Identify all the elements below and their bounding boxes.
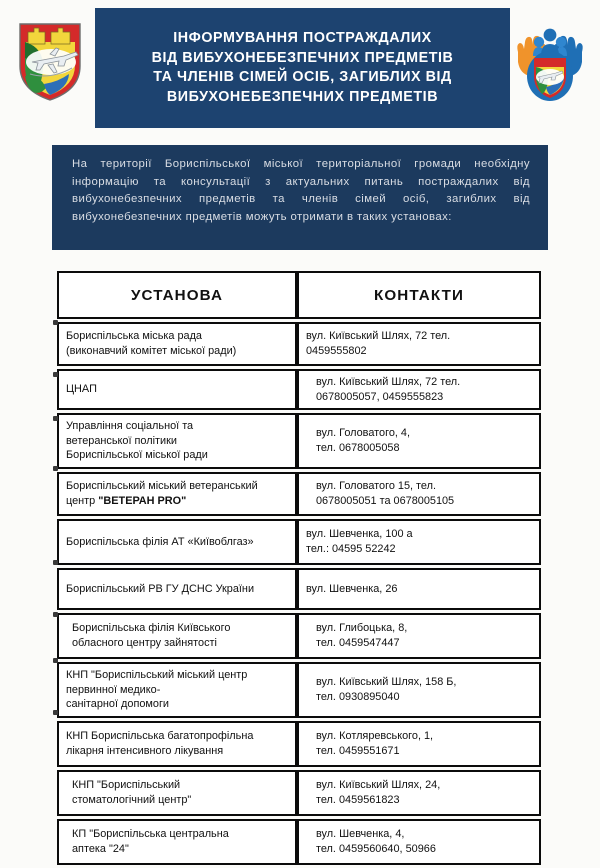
cell-institution <box>57 770 297 816</box>
contact-line: вул. Київський Шлях, 72 тел. <box>306 330 451 343</box>
contact-line: тел. 0459551671 <box>316 744 400 757</box>
table-row <box>57 568 541 610</box>
contact-line: 0459555802 <box>306 345 367 357</box>
table-header-row <box>57 271 541 319</box>
cell-contacts <box>297 819 541 865</box>
contact-line: 0678005051 та 0678005105 <box>316 494 455 507</box>
table-row <box>57 770 541 816</box>
table-row <box>57 721 541 767</box>
scan-artifact <box>53 658 58 663</box>
institution-line: ЦНАП <box>66 383 97 396</box>
institution-line: Бориспільська філія Київського <box>72 622 231 635</box>
institution-line: Бориспільська міська рада <box>66 330 202 343</box>
table-row <box>57 662 541 718</box>
cell-institution <box>57 613 297 659</box>
institution-line: Управління соціальної та <box>66 420 194 433</box>
intro-paragraph: На території Бориспільської міської територіальної громади необхідну інформацію та консультації з актуальних питань постраждалих від вибухонебезпечних предметів та членів сімей осіб, загиблих від вибухонебезпечних предметів можуть отримати в таких установах: <box>72 158 530 223</box>
cell-contacts <box>297 322 541 366</box>
cell-institution <box>57 413 297 469</box>
institution-line: КНП "Бориспільський <box>72 779 181 792</box>
contact-line: вул. Шевченка, 4, <box>316 828 405 841</box>
document-header <box>0 0 600 136</box>
contact-line: тел. 0459561823 <box>316 793 400 806</box>
intro-panel <box>52 145 548 250</box>
institution-line: лікарня інтенсивного лікування <box>66 744 224 757</box>
social-services-emblem-icon <box>512 22 588 104</box>
contacts-table <box>57 268 541 868</box>
contact-line: вул. Головатого, 4, <box>316 427 411 440</box>
institution-line: (виконавчий комітет міської ради) <box>66 345 237 357</box>
contact-line: вул. Київський Шлях, 72 тел. <box>316 376 461 388</box>
header-title-line-3: ТА ЧЛЕНІВ СІМЕЙ ОСІБ, ЗАГИБЛИХ ВІД <box>153 69 452 85</box>
contact-line: тел. 0678005058 <box>316 442 400 455</box>
contacts-table-body <box>57 322 541 865</box>
table-row <box>57 322 541 366</box>
cell-contacts <box>297 613 541 659</box>
table-row <box>57 369 541 410</box>
institution-line: аптека "24" <box>72 842 129 855</box>
institution-line: центр "ВЕТЕРАН PRO" <box>66 494 187 507</box>
cell-contacts <box>297 369 541 410</box>
contact-line: тел. 0459547447 <box>316 636 400 649</box>
table-row <box>57 613 541 659</box>
scan-artifact <box>53 560 58 565</box>
contact-line: вул. Шевченка, 26 <box>306 582 398 595</box>
contact-line: тел.: 04595 52242 <box>306 542 396 555</box>
institution-line: КНП Бориспільська багатопрофільна <box>66 730 254 743</box>
scan-artifact <box>53 710 58 715</box>
institution-line: ветеранської політики <box>66 434 177 447</box>
table-row <box>57 519 541 565</box>
scan-artifact <box>53 372 58 377</box>
boryspil-coat-of-arms-icon <box>14 18 86 104</box>
header-title-line-1: ІНФОРМУВАННЯ ПОСТРАЖДАЛИХ <box>173 30 432 46</box>
contact-line: вул. Глибоцька, 8, <box>316 622 408 635</box>
cell-contacts <box>297 662 541 718</box>
contacts-table-wrapper <box>57 268 541 868</box>
cell-contacts <box>297 413 541 469</box>
cell-institution <box>57 519 297 565</box>
cell-institution <box>57 568 297 610</box>
table-row <box>57 472 541 516</box>
institution-line: первинної медико- <box>66 683 161 696</box>
header-title-line-4: ВИБУХОНЕБЕЗПЕЧНИХ ПРЕДМЕТІВ <box>166 88 439 105</box>
cell-institution <box>57 721 297 767</box>
institution-line: Бориспільська філія АТ «Київоблгаз» <box>66 535 254 548</box>
institution-line: стоматологічний центр" <box>72 793 192 806</box>
column-header-contacts: КОНТАКТИ <box>297 271 541 319</box>
cell-institution <box>57 819 297 865</box>
header-title-banner <box>95 8 510 128</box>
contact-line: 0678005057, 0459555823 <box>316 390 444 403</box>
cell-institution <box>57 322 297 366</box>
institution-line: Бориспільський РВ ГУ ДСНС України <box>66 582 255 595</box>
contact-line: вул. Котляревського, 1, <box>316 730 434 743</box>
cell-institution <box>57 662 297 718</box>
scan-artifact <box>53 320 58 325</box>
cell-contacts <box>297 568 541 610</box>
cell-contacts <box>297 472 541 516</box>
cell-contacts <box>297 770 541 816</box>
institution-line: обласного центру зайнятості <box>72 636 217 649</box>
column-header-institution: УСТАНОВА <box>57 271 297 319</box>
institution-line: КП "Бориспільська центральна <box>72 828 229 841</box>
institution-line: Бориспільський міський ветеранський <box>66 480 258 493</box>
contact-line: тел. 0930895040 <box>316 690 400 703</box>
contact-line: вул. Шевченка, 100 а <box>306 528 413 541</box>
institution-emphasis: "ВЕТЕРАН PRO" <box>98 494 187 507</box>
scan-artifact <box>53 612 58 617</box>
contact-line: тел. 0459560640, 50966 <box>316 842 436 855</box>
scan-artifact <box>53 466 58 471</box>
cell-contacts <box>297 721 541 767</box>
cell-contacts <box>297 519 541 565</box>
table-row <box>57 819 541 865</box>
institution-line: КНП "Бориспільський міський центр <box>66 668 248 681</box>
institution-line: санітарної допомоги <box>66 698 170 711</box>
contact-line: вул. Київський Шлях, 158 Б, <box>316 676 457 689</box>
cell-institution <box>57 472 297 516</box>
scan-artifact <box>53 416 58 421</box>
cell-institution <box>57 369 297 410</box>
contact-line: вул. Головатого 15, тел. <box>316 480 437 493</box>
table-row <box>57 413 541 469</box>
header-title-line-2: ВІД ВИБУХОНЕБЕЗПЕЧНИХ ПРЕДМЕТІВ <box>151 49 454 66</box>
institution-line: Бориспільської міської ради <box>66 449 208 462</box>
contact-line: вул. Київський Шлях, 24, <box>316 779 441 792</box>
